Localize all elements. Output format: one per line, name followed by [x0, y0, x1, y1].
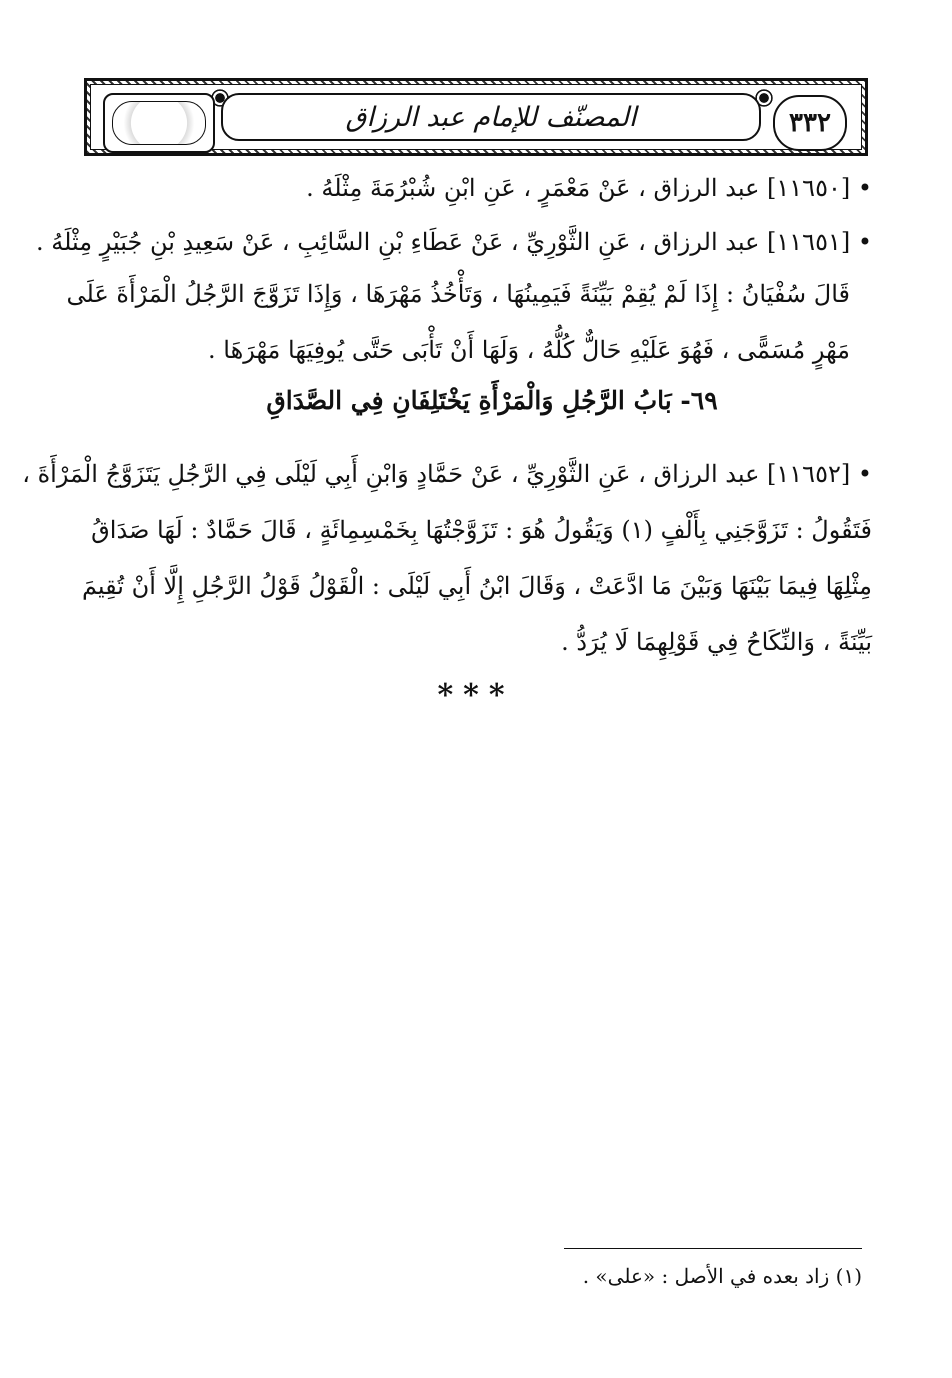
text-line: مِثْلِهَا فِيمَا بَيْنَهَا وَبَيْنَ مَا ادَّعَتْ ، وَقَالَ ابْنُ أَبِي لَيْلَى : الْقَوْلُ قَوْلُ الرَّجُلِ إِلَّا أَنْ تُقِيمَ [81, 572, 872, 600]
entry-11652 [22, 446, 872, 670]
entry-11650 [112, 160, 872, 216]
text-line: قَالَ سُفْيَانُ : إِذَا لَمْ يُقِمْ بَيِّنَةً فَيَمِينُهَا ، وَتَأْخُذُ مَهْرَهَا ، وَإِذَا تَزَوَّجَ الرَّجُلُ الْمَرْأَةَ عَلَى [66, 280, 850, 308]
entry-11651 [35, 214, 872, 270]
text-line: • [١١٦٥٢] عبد الرزاق ، عَنِ الثَّوْرِيِّ ، عَنْ حَمَّادٍ وَابْنِ أَبِي لَيْلَى فِي الرَّجُلِ يَتَزَوَّجُ الْمَرْأَةَ ، [22, 460, 872, 488]
seal-logo [103, 93, 215, 153]
book-title: المصنّف للإمام عبد الرزاق [345, 101, 637, 133]
footnote: (١) زاد بعده في الأصل : «على» . [582, 1264, 862, 1288]
section-separator: *** [437, 678, 515, 713]
header-title-box [221, 93, 761, 141]
sufyan-paragraph [66, 266, 872, 378]
page-number-box [773, 95, 847, 151]
chapter-heading: ٦٩- بَابُ الرَّجُلِ وَالْمَرْأَةِ يَخْتَلِفَانِ فِي الصَّدَاقِ [266, 386, 718, 415]
text-line: فَتَقُولُ : تَزَوَّجَنِي بِأَلْفٍ (١) وَيَقُولُ هُوَ : تَزَوَّجْتُهَا بِخَمْسِمِائَةٍ ، قَالَ حَمَّادٌ : لَهَا صَدَاقُ [91, 516, 872, 544]
page-number: ٣٣٢ [789, 108, 831, 138]
header-inner-frame [90, 84, 862, 150]
text-line: مَهْرٍ مُسَمًّى ، فَهُوَ عَلَيْهِ حَالٌّ كُلُّهُ ، وَلَهَا أَنْ تَأْبَى حَتَّى يُوفِيَهَا مَهْرَهَا . [208, 336, 850, 364]
seal-emblem-icon [112, 101, 206, 145]
text-line: • [١١٦٥٠] عبد الرزاق ، عَنْ مَعْمَرٍ ، عَنِ ابْنِ شُبْرُمَةَ مِثْلَهُ . [306, 174, 872, 202]
text-line: • [١١٦٥١] عبد الرزاق ، عَنِ الثَّوْرِيِّ ، عَنْ عَطَاءِ بْنِ السَّائِبِ ، عَنْ سَعِيدِ بْنِ جُبَيْرٍ مِثْلَهُ . [35, 228, 872, 256]
page-header [84, 78, 868, 156]
footnote-rule [564, 1248, 862, 1249]
text-line: بَيِّنَةً ، وَالنِّكَاحُ فِي قَوْلِهِمَا لَا يُرَدُّ . [561, 628, 872, 656]
